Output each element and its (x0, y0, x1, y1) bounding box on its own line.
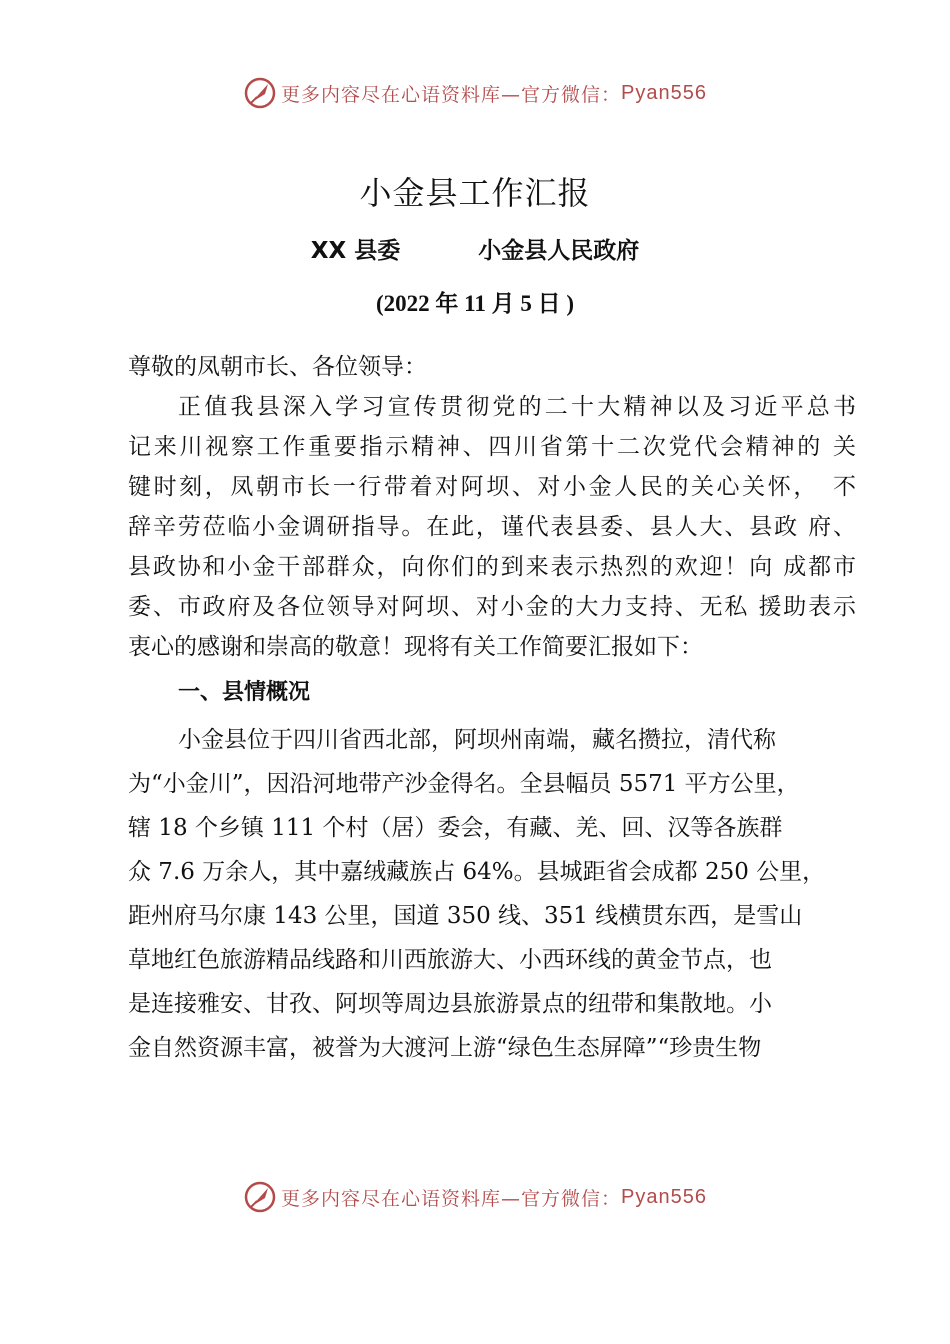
intro-line: 县政协和小金干部群众，向你们的到来表示热烈的欢迎！向 成都市 (128, 554, 856, 580)
section1-line: 小金县位于四川省西北部，阿坝州南端，藏名攒拉，清代称 (178, 727, 776, 753)
salutation: 尊敬的凤朝市长、各位领导： (128, 354, 427, 380)
watermark-text: 更多内容尽在心语资料库—官方微信： (281, 83, 622, 106)
org-left: XX 县委 (310, 238, 401, 264)
section1-line: 众 7.6 万余人，其中嘉绒藏族占 64%。县城距省会成都 250 公里， (128, 859, 826, 885)
section1-line: 辖 18 个乡镇 111 个村（居）委会，有藏、羌、回、汉等各族群 (128, 815, 783, 841)
intro-line: 衷心的感谢和崇高的敬意！现将有关工作简要汇报如下： (128, 634, 703, 660)
watermark-text: 更多内容尽在心语资料库—官方微信： (281, 1187, 622, 1210)
section1-line: 金自然资源丰富，被誉为大渡河上游“绿色生态屏障”“珍贵生物 (128, 1035, 762, 1061)
section1-line: 草地红色旅游精品线路和川西旅游大、小西环线的黄金节点，也 (128, 947, 772, 973)
issuing-organizations (0, 232, 950, 265)
section1-paragraph (128, 718, 832, 1070)
watermark-banner-top (0, 73, 950, 113)
watermark-banner-bottom (0, 1177, 950, 1217)
org-right: 小金县人民政府 (478, 238, 640, 264)
quill-logo-icon (243, 76, 277, 110)
section1-line: 为“小金川”，因沿河地带产沙金得名。全县幅员 5571 平方公里， (128, 771, 800, 797)
section-heading: 一、县情概况 (178, 680, 311, 705)
watermark-wechat-id: Pyan556 (621, 81, 707, 104)
section1-line: 距州府马尔康 143 公里，国道 350 线、351 线横贯东西，是雪山 (128, 903, 803, 929)
intro-paragraph (128, 347, 856, 667)
intro-line: 键时刻，凤朝市长一行带着对阿坝、对小金人民的关心关怀， 不 (128, 474, 856, 500)
document-date: (2022 年 11 月 5 日 ) (375, 291, 575, 316)
document-title: 小金县工作汇报 (359, 174, 591, 212)
quill-logo-icon (243, 1180, 277, 1214)
intro-line: 委、市政府及各位领导对阿坝、对小金的大力支持、无私 援助表示 (128, 594, 856, 620)
intro-line: 辞辛劳莅临小金调研指导。在此，谨代表县委、县人大、县政 府、 (128, 514, 856, 540)
section1-line: 是连接雅安、甘孜、阿坝等周边县旅游景点的纽带和集散地。小 (128, 991, 772, 1017)
intro-line: 正值我县深入学习宣传贯彻党的二十大精神以及习近平总书 (178, 394, 856, 420)
intro-line: 记来川视察工作重要指示精神、四川省第十二次党代会精神的 关 (128, 434, 856, 460)
watermark-wechat-id: Pyan556 (621, 1185, 707, 1208)
